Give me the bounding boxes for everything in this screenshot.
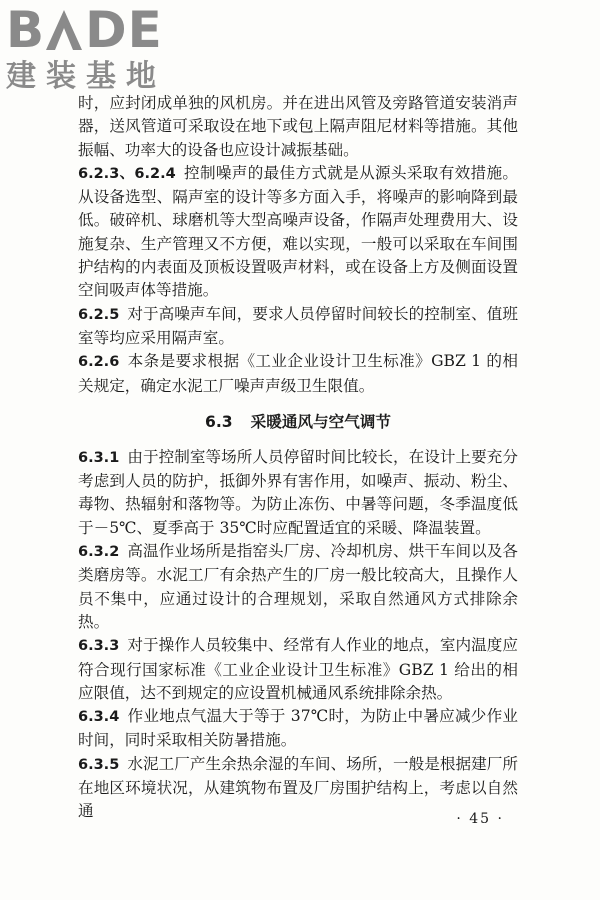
page-number: · 45 · bbox=[456, 811, 504, 827]
clause-6-3-1 bbox=[78, 446, 518, 540]
section-title: 采暖通风与空气调节 bbox=[250, 412, 391, 431]
clause-6-2-6 bbox=[78, 350, 518, 398]
clause-number: 6.2.5 bbox=[78, 306, 120, 323]
watermark-subtitle: 建装基地 bbox=[6, 59, 166, 94]
clause-text: 水泥工厂产生余热余湿的车间、场所，一般是根据建厂所在地区环境状况，从建筑物布置及厂房围护结构上，考虑以自然通 bbox=[78, 754, 518, 821]
clause-text: 本条是要求根据《工业企业设计卫生标准》GBZ 1 的相关规定，确定水泥工厂噪声声级卫生限值。 bbox=[78, 352, 518, 395]
clause-6-2-5 bbox=[78, 303, 518, 351]
clause-number: 6.3.3 bbox=[78, 638, 120, 655]
clause-text: 对于高噪声车间，要求人员停留时间较长的控制室、值班室等均应采用隔声室。 bbox=[78, 304, 518, 347]
clause-6-3-5 bbox=[78, 753, 518, 824]
clause-text: 高温作业场所是指窑头厂房、冷却机房、烘干车间以及各类磨房等。水泥工厂有余热产生的厂房一般比较高大，且操作人员不集中，应通过设计的合理规划，采取自然通风方式排除余热。 bbox=[78, 542, 518, 631]
clause-number: 6.2.6 bbox=[78, 354, 120, 371]
clause-number: 6.3.2 bbox=[78, 544, 120, 561]
paragraph-continued bbox=[78, 92, 518, 162]
section-number: 6.3 bbox=[205, 412, 233, 431]
clause-number: 6.3.5 bbox=[78, 756, 120, 773]
clause-number: 6.2.3、6.2.4 bbox=[78, 165, 176, 182]
clause-6-2-3-6-2-4 bbox=[78, 162, 518, 303]
watermark-logo bbox=[6, 2, 176, 94]
clause-number: 6.3.4 bbox=[78, 709, 120, 726]
watermark-brand bbox=[6, 2, 176, 58]
paragraphs-top bbox=[78, 92, 518, 398]
section-heading bbox=[78, 410, 518, 434]
clause-text: 控制噪声的最佳方式就是从源头采取有效措施。从设备选型、隔声室的设计等多方面入手，将噪声的影响降到最低。破碎机、球磨机等大型高噪声设备，作隔声处理费用大、设施复杂、生产管理又不方便，难以实现，一般可以采取在车间围护结构的内表面及顶板设置吸声材料，或在设备上方及侧面设置空间吸声体等措施。 bbox=[78, 163, 518, 300]
clause-text: 由于控制室等场所人员停留时间比较长，在设计上要充分考虑到人员的防护，抵御外界有害作用，如噪声、振动、粉尘、毒物、热辐射和落物等。为防止冻伤、中暑等问题，冬季温度低于－5℃、夏季高于 35℃时应配置适宜的采暖、降温装置。 bbox=[78, 447, 518, 537]
document-page bbox=[78, 92, 518, 824]
watermark-a-glyph bbox=[45, 2, 85, 58]
paragraph-text: 时，应封闭成单独的风机房。并在进出风管及旁路管道安装消声器，送风管道可采取设在地下或包上隔声阻尼材料等措施。其他振幅、功率大的设备也应设计减振基础。 bbox=[78, 94, 518, 159]
paragraphs-bottom bbox=[78, 446, 518, 824]
clause-6-3-3 bbox=[78, 634, 518, 705]
clause-number: 6.3.1 bbox=[78, 449, 120, 466]
clause-text: 作业地点气温大于等于 37℃时，为防止中暑应减少作业时间，同时采取相关防暑措施。 bbox=[78, 707, 518, 750]
watermark-brand-text: B DE bbox=[6, 1, 163, 59]
clause-6-3-2 bbox=[78, 540, 518, 634]
clause-text: 对于操作人员较集中、经常有人作业的地点，室内温度应符合现行国家标准《工业企业设计卫生标准》GBZ 1 给出的相应限值，达不到规定的应设置机械通风系统排除余热。 bbox=[78, 636, 518, 702]
clause-6-3-4 bbox=[78, 705, 518, 753]
